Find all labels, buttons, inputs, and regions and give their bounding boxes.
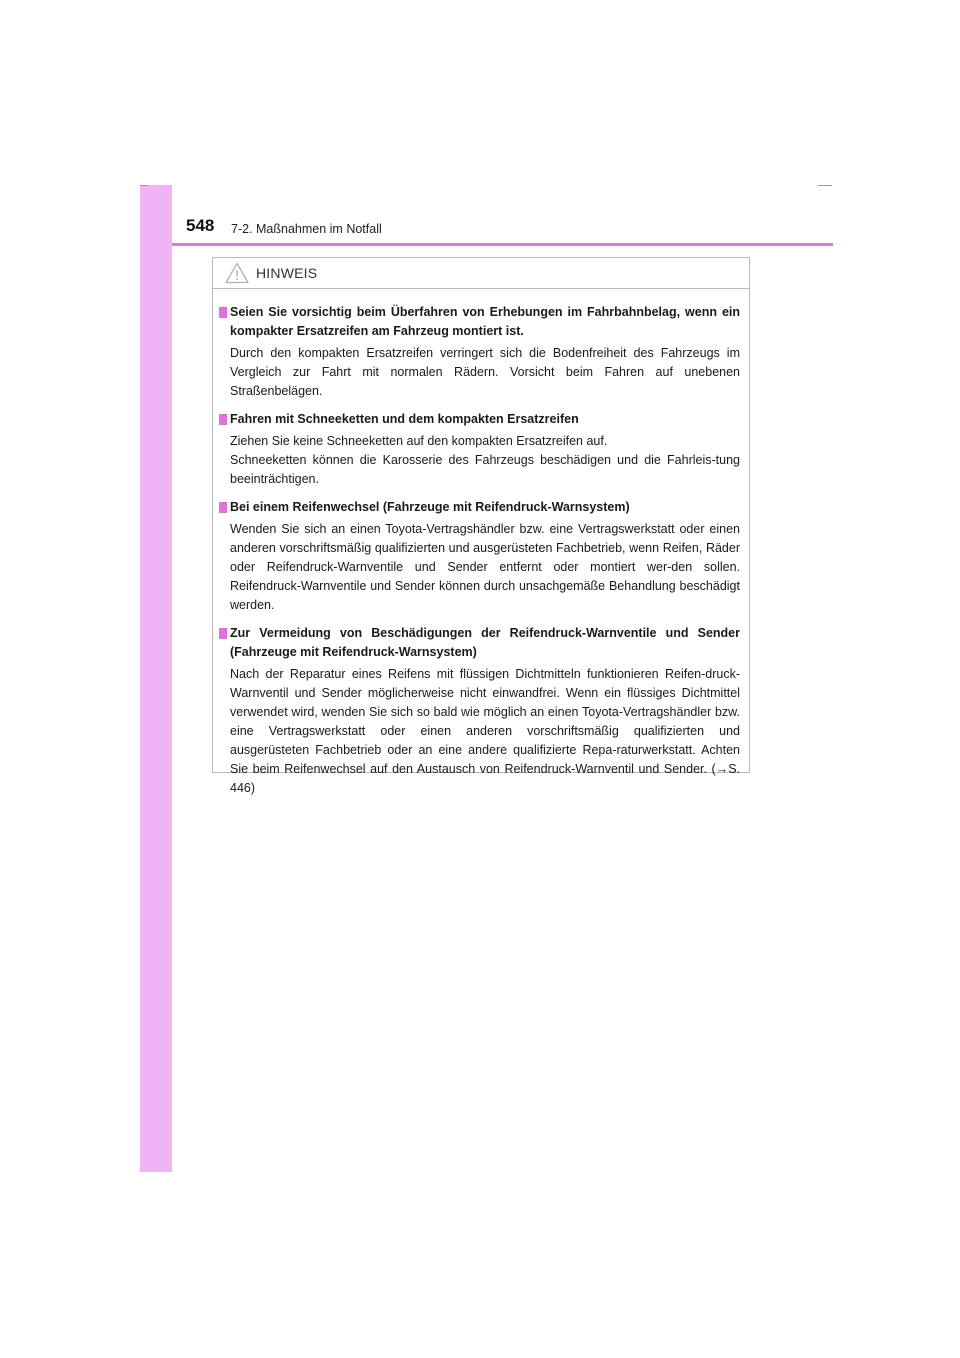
square-bullet-icon [219, 414, 227, 425]
notice-item-text: Ziehen Sie keine Schneeketten auf den kompakten Ersatzreifen auf. Schneeketten können die Karosserie des Fahrzeugs beschädigen und die Fahrleis-tung beeinträchtigen. [230, 434, 740, 486]
chapter-side-band [140, 185, 172, 1172]
notice-item [219, 410, 740, 489]
square-bullet-icon [219, 502, 227, 513]
notice-box [212, 257, 750, 795]
notice-item-heading-text: Bei einem Reifenwechsel (Fahrzeuge mit Reifendruck-Warnsystem) [230, 500, 630, 514]
page-number: 548 [186, 216, 215, 235]
square-bullet-icon [219, 628, 227, 639]
notice-item-heading [219, 624, 740, 662]
notice-item-text: Wenden Sie sich an einen Toyota-Vertragshändler bzw. eine Vertragswerkstatt oder einen anderen vorschriftsmäßig qualifizierten und ausgerüsteten Fachbetrieb, wenn Reifen, Räder oder Reifendruck-Warnventile und Sender entfernt oder montiert wer-den sollen. Reifendruck-Warnventile und Sender können durch unsachgemäße Behandlung beschädigt werden. [230, 522, 740, 612]
crop-mark-left [140, 185, 148, 186]
section-title: 7-2. Maßnahmen im Notfall [231, 222, 382, 236]
notice-item-heading [219, 410, 740, 429]
notice-header [213, 258, 749, 289]
notice-item-heading-text: Seien Sie vorsichtig beim Überfahren von Erhebungen im Fahrbahnbelag, wenn ein kompakter Ersatzreifen am Fahrzeug montiert ist. [230, 305, 740, 338]
notice-title: HINWEIS [256, 265, 318, 281]
notice-item [219, 624, 740, 798]
warning-triangle-icon [225, 262, 249, 284]
notice-item-heading-text: Fahren mit Schneeketten und dem kompakten Ersatzreifen [230, 412, 579, 426]
header-rule [172, 243, 833, 246]
notice-item-heading [219, 303, 740, 341]
crop-mark-right [818, 185, 832, 186]
square-bullet-icon [219, 307, 227, 318]
notice-item [219, 303, 740, 401]
notice-body [213, 289, 749, 798]
notice-item-heading [219, 498, 740, 517]
notice-item-text: Nach der Reparatur eines Reifens mit flüssigen Dichtmitteln funktionieren Reifen-druck-Warnventil und Sender möglicherweise nicht einwandfrei. Wenn ein flüssiges Dichtmittel verwendet wird, wenden Sie sich so bald wie möglich an einen Toyota-Vertragshändler bzw. eine Vertragswerkstatt oder einen anderen vorschriftsmäßig qualifizierten und ausgerüsteten Fachbetrieb oder an eine andere qualifizierte Repa-raturwerkstatt. Achten Sie beim Reifenwechsel auf den Austausch von Reifendruck-Warnventil und Sender. (→S. 446) [230, 667, 740, 795]
notice-item [219, 498, 740, 615]
notice-item-text: Durch den kompakten Ersatzreifen verringert sich die Bodenfreiheit des Fahrzeugs im Vergleich zur Fahrt mit normalen Rädern. Vorsicht beim Fahren auf unebenen Straßenbelägen. [230, 346, 740, 398]
notice-item-heading-text: Zur Vermeidung von Beschädigungen der Reifendruck-Warnventile und Sender (Fahrzeuge mit Reifendruck-Warnsystem) [230, 626, 740, 659]
